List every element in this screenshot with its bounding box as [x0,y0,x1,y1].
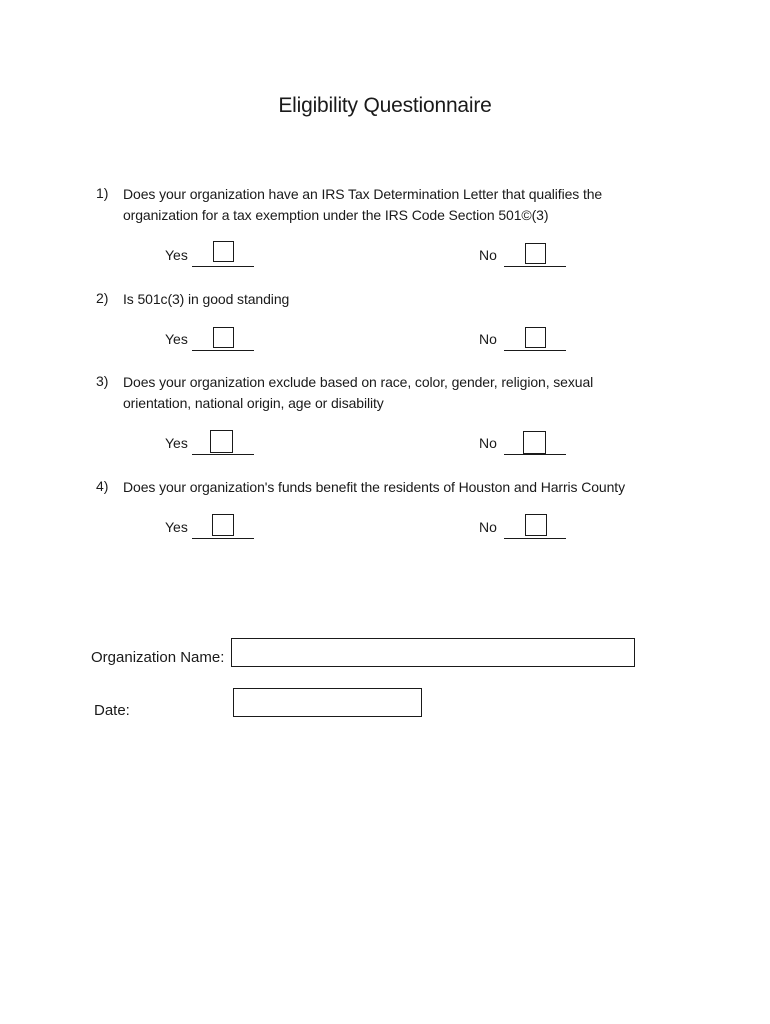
question-4-number: 4) [96,478,109,494]
question-2-text: Is 501c(3) in good standing [123,291,290,307]
page-title: Eligibility Questionnaire [278,94,492,117]
question-3-no-checkbox[interactable] [523,431,546,454]
question-4-text: Does your organization's funds benefit the residents of Houston and Harris County [123,479,625,495]
question-1-no-label: No [479,247,497,263]
organization-name-input[interactable] [231,638,635,667]
question-4-yes-line [192,538,254,539]
question-2-number: 2) [96,290,109,306]
question-3-text: Does your organization exclude based on race, color, gender, religion, sexual orientation, national origin, age or disability [123,374,594,411]
date-input[interactable] [233,688,422,717]
question-1-yes-label: Yes [165,247,188,263]
question-1-yes-checkbox[interactable] [213,241,234,262]
question-2-no-checkbox[interactable] [525,327,546,348]
question-4-yes-label: Yes [165,519,188,535]
question-2-yes-line [192,350,254,351]
question-1-no-checkbox[interactable] [525,243,546,264]
question-4-no-label: No [479,519,497,535]
question-3-no-line [504,454,566,455]
question-1-text: Does your organization have an IRS Tax Determination Letter that qualifies the organization for a tax exemption under the IRS Code Section 501©(3) [123,186,603,223]
question-4-no-line [504,538,566,539]
question-2-yes-label: Yes [165,331,188,347]
question-1-number: 1) [96,185,109,201]
date-label: Date: [94,702,130,719]
question-3-yes-line [192,454,254,455]
question-3-yes-checkbox[interactable] [210,430,233,453]
question-2-no-label: No [479,331,497,347]
question-1-no-line [504,266,566,267]
question-4-yes-checkbox[interactable] [212,514,234,536]
question-4-no-checkbox[interactable] [525,514,547,536]
question-1-yes-line [192,266,254,267]
question-2-no-line [504,350,566,351]
question-3-yes-label: Yes [165,435,188,451]
question-3-no-label: No [479,435,497,451]
question-3-number: 3) [96,373,109,389]
question-2-yes-checkbox[interactable] [213,327,234,348]
organization-name-label: Organization Name: [91,649,225,666]
